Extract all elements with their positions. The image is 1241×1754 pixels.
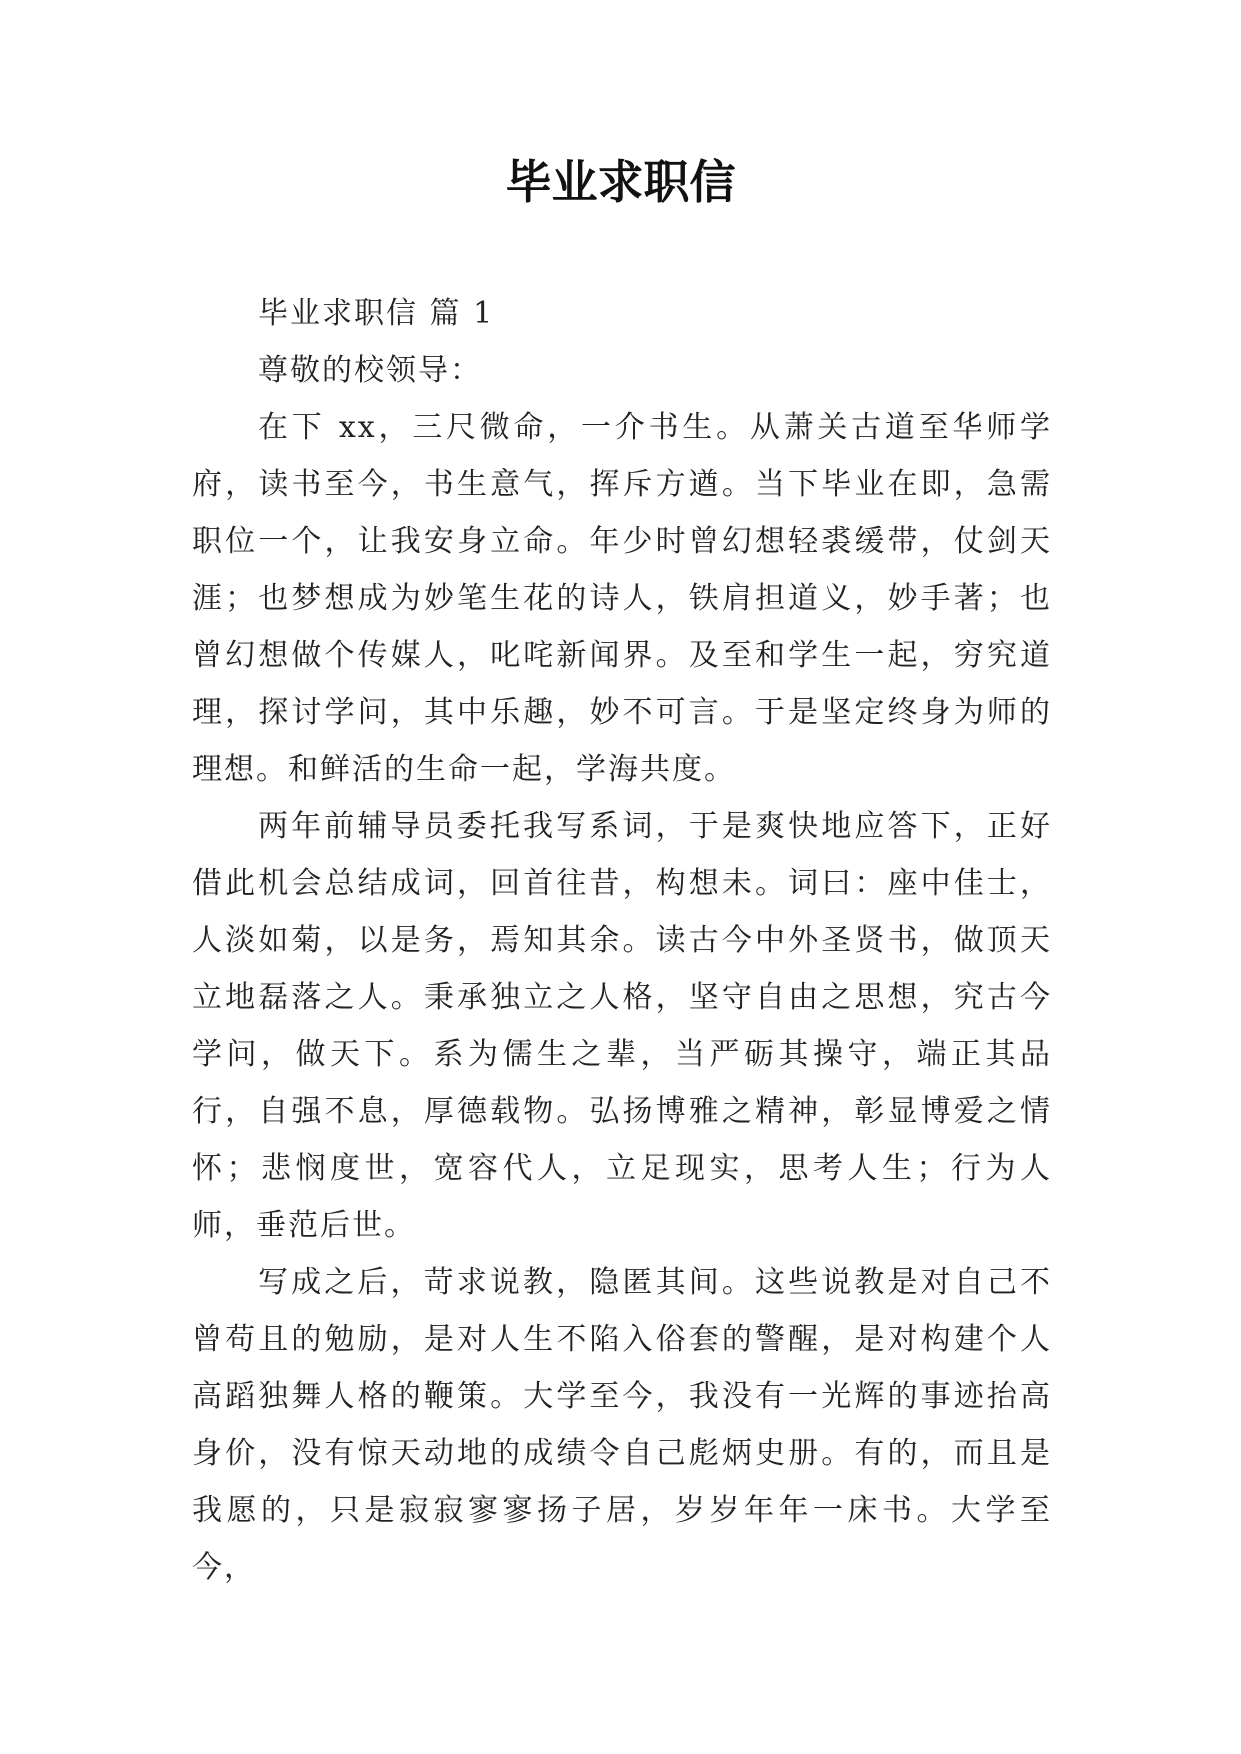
document-title: 毕业求职信: [505, 155, 736, 209]
document-body: [192, 285, 1052, 1596]
body-paragraph: 两年前辅导员委托我写系词，于是爽快地应答下，正好借此机会总结成词，回首往昔，构想未。词曰：座中佳士，人淡如菊，以是务，焉知其余。读古今中外圣贤书，做顶天立地磊落之人。秉承独立之人格，坚守自由之思想，究古今学问，做天下。系为儒生之辈，当严砺其操守，端正其品行，自强不息，厚德载物。弘扬博雅之精神，彰显博爱之情怀；悲悯度世，宽容代人，立足现实，思考人生；行为人师，垂范后世。: [192, 809, 1052, 1243]
letter-heading: 毕业求职信 篇 1: [258, 296, 495, 331]
body-paragraph: 在下 xx，三尺微命，一介书生。从萧关古道至华师学府，读书至今，书生意气，挥斥方遒。当下毕业在即，急需职位一个，让我安身立命。年少时曾幻想轻裘缓带，仗剑天涯；也梦想成为妙笔生花的诗人，铁肩担道义，妙手著；也曾幻想做个传媒人，叱咤新闻界。及至和学生一起，穷究道理，探讨学问，其中乐趣，妙不可言。于是坚定终身为师的理想。和鲜活的生命一起，学海共度。: [192, 410, 1052, 787]
body-paragraph: 写成之后，苛求说教，隐匿其间。这些说教是对自己不曾苟且的勉励，是对人生不陷入俗套的警醒，是对构建个人高蹈独舞人格的鞭策。大学至今，我没有一光辉的事迹抬高身价，没有惊天动地的成绩令自己彪炳史册。有的，而且是我愿的，只是寂寂寥寥扬子居，岁岁年年一床书。大学至今，: [192, 1265, 1052, 1585]
letter-salutation: 尊敬的校领导：: [258, 353, 482, 388]
